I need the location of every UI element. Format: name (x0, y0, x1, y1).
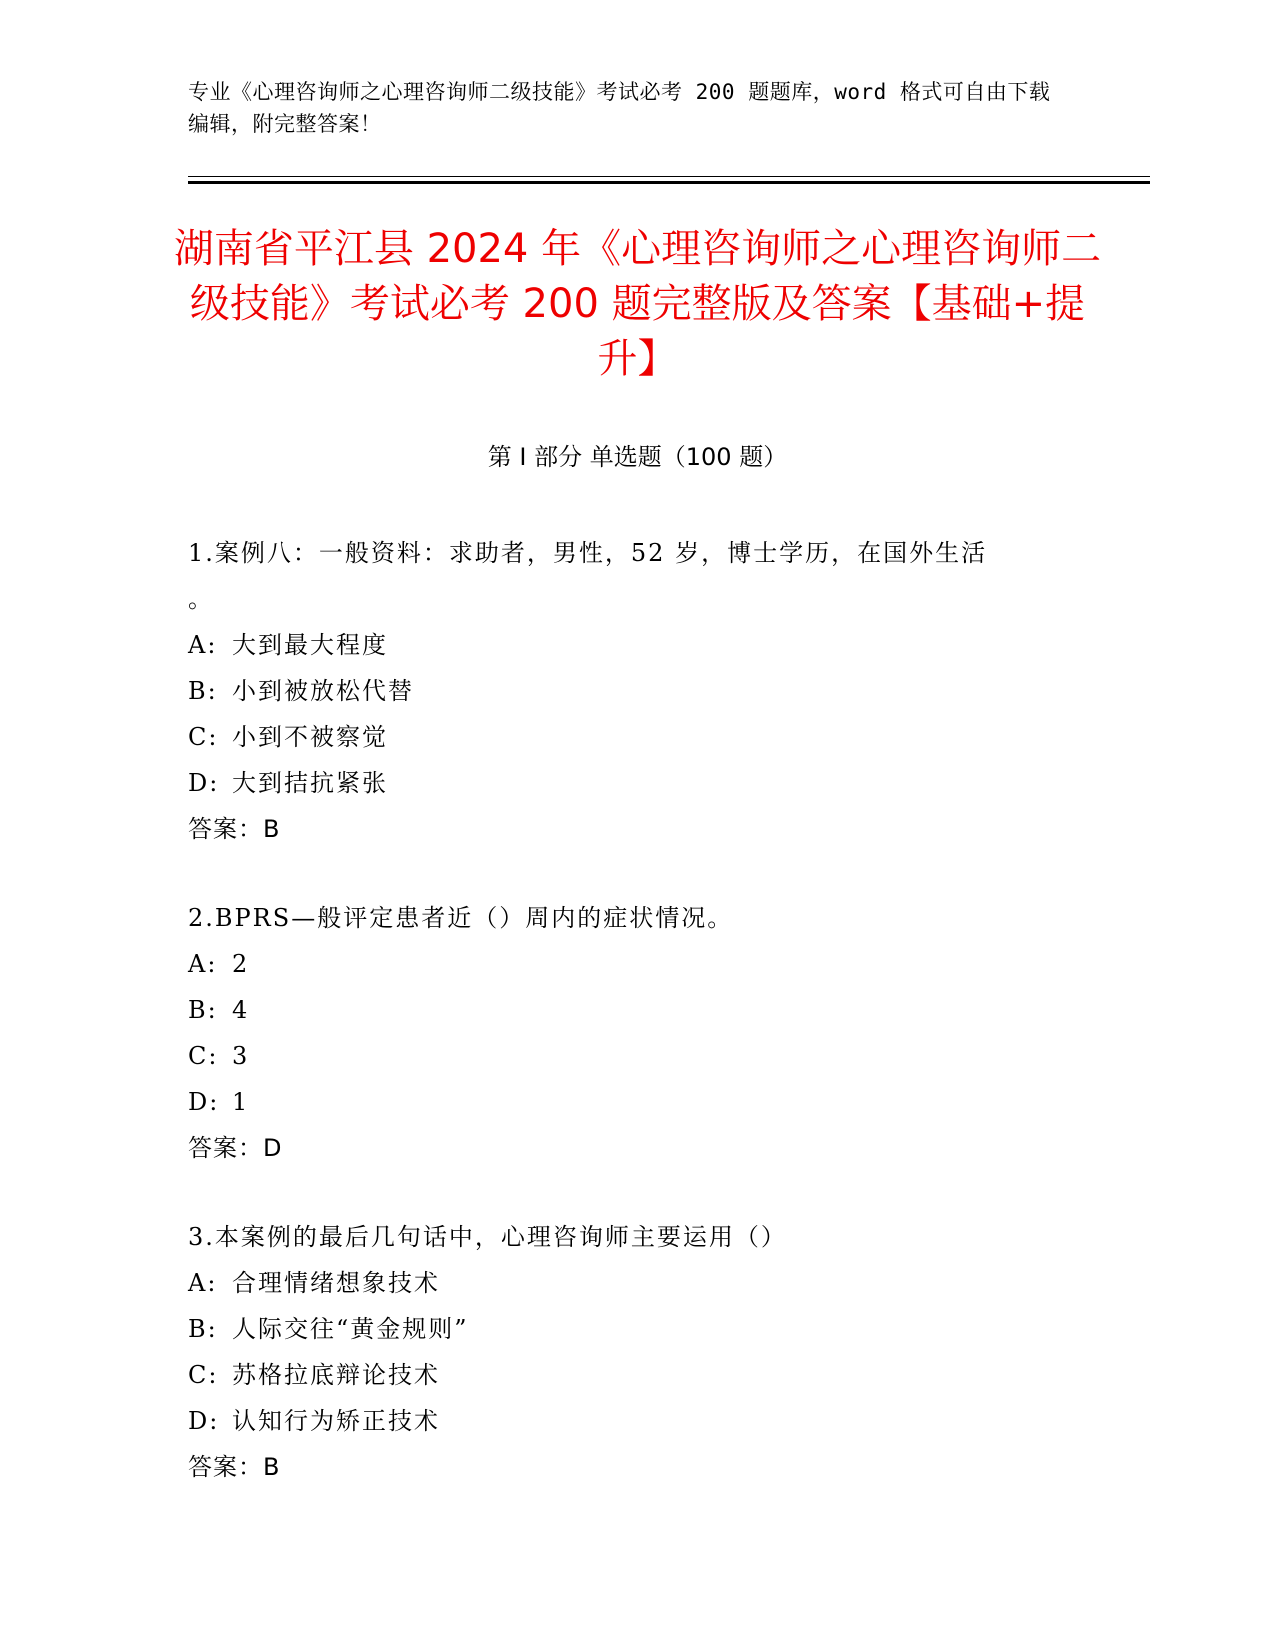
option-text: 2 (232, 950, 250, 978)
option-letter: A: (188, 631, 218, 659)
question-stem-tail: 。 (188, 585, 214, 613)
option-letter: D: (188, 1088, 220, 1116)
answer-line: 答案：D (188, 1134, 283, 1162)
option-text: 认知行为矫正技术 (232, 1407, 440, 1435)
answer-line: 答案：B (188, 815, 281, 843)
option-text: 小到不被察觉 (232, 723, 388, 751)
question-stem (188, 530, 1088, 622)
header-note: 专业《心理咨询师之心理咨询师二级技能》考试必考 200 题题库，word 格式可自由下载编辑，附完整答案！ (188, 80, 1051, 136)
option-letter: A: (188, 1269, 218, 1297)
header-divider-thin (188, 176, 1150, 177)
question-stem (188, 1214, 1088, 1260)
option-text: 3 (232, 1042, 250, 1070)
option-c (188, 714, 1088, 760)
option-text: 合理情绪想象技术 (232, 1269, 440, 1297)
option-letter: A: (188, 950, 218, 978)
option-letter: C: (188, 1042, 219, 1070)
option-text: 苏格拉底辩论技术 (232, 1361, 440, 1389)
question-stem-text: 3.本案例的最后几句话中，心理咨询师主要运用（） (188, 1223, 787, 1251)
option-c (188, 1033, 1088, 1079)
document-title: 湖南省平江县 2024 年《心理咨询师之心理咨询师二级技能》考试必考 200 题完整版及答案【基础+提升】 (173, 226, 1102, 382)
option-d (188, 1398, 1088, 1444)
question-stem-text: 1.案例八：一般资料：求助者，男性，52 岁，博士学历，在国外生活 (188, 539, 988, 567)
section-title: 第 I 部分 单选题（100 题） (487, 443, 788, 471)
question-3 (188, 1214, 1088, 1490)
option-a (188, 941, 1088, 987)
option-d (188, 1079, 1088, 1125)
option-letter: B: (188, 677, 218, 705)
option-text: 1 (232, 1088, 250, 1116)
option-b (188, 668, 1088, 714)
option-a (188, 1260, 1088, 1306)
question-stem-text: 2.BPRS—般评定患者近（）周内的症状情况。 (188, 904, 734, 932)
option-d (188, 760, 1088, 806)
option-letter: B: (188, 1315, 218, 1343)
option-letter: C: (188, 723, 219, 751)
option-text: 人际交往“黄金规则” (232, 1315, 469, 1343)
answer-line: 答案：B (188, 1453, 281, 1481)
option-letter: D: (188, 769, 220, 797)
option-b (188, 1306, 1088, 1352)
option-c (188, 1352, 1088, 1398)
option-b (188, 987, 1088, 1033)
question-stem (188, 895, 1088, 941)
question-2 (188, 895, 1088, 1171)
option-text: 小到被放松代替 (232, 677, 414, 705)
option-letter: B: (188, 996, 218, 1024)
option-text: 大到拮抗紧张 (232, 769, 388, 797)
question-1 (188, 530, 1088, 852)
option-a (188, 622, 1088, 668)
option-text: 4 (232, 996, 250, 1024)
option-letter: D: (188, 1407, 220, 1435)
option-text: 大到最大程度 (232, 631, 388, 659)
question-list (188, 530, 1088, 1533)
header-divider-thick (188, 181, 1150, 184)
option-letter: C: (188, 1361, 219, 1389)
